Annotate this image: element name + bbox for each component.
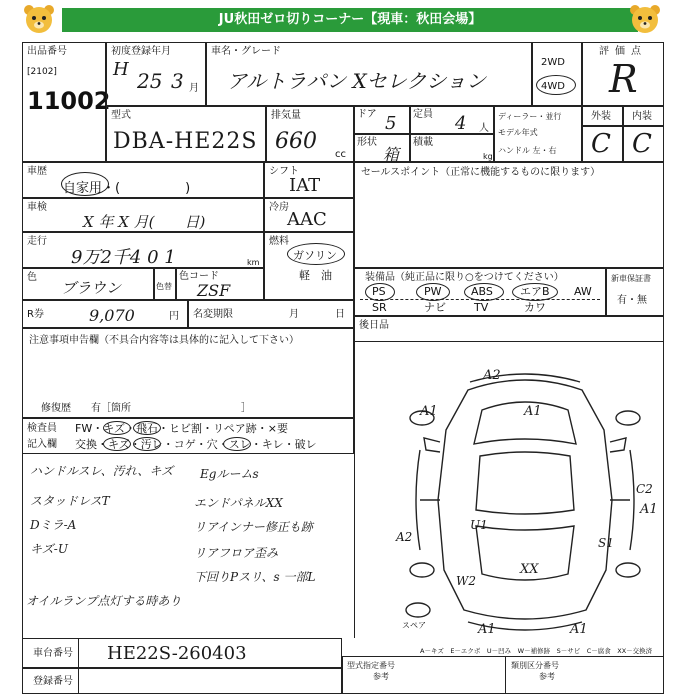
car-type-cell [22, 162, 264, 198]
type-designation-cell [342, 656, 664, 694]
mark-a1-hood: A1 [524, 404, 542, 419]
door-cell [354, 106, 410, 134]
inspector-label: 検査員 [27, 423, 57, 434]
name-change-label: 名変期限 [193, 309, 233, 320]
rating-label: 評価点 [599, 46, 647, 57]
inspection-value: X 年 X 月( 日) [83, 213, 206, 231]
note-right-5: 下回りPスリ、s 一部L [194, 570, 316, 584]
bear-mascot-icon [22, 2, 56, 36]
check-circle-sure [223, 437, 251, 451]
interior-value: C [632, 129, 652, 159]
shape-value: 箱 [383, 145, 400, 164]
recycle-cell [22, 300, 188, 328]
equip-divider [360, 299, 600, 300]
displacement-unit: cc [335, 149, 346, 160]
register-cell [22, 668, 342, 694]
load-label: 積載 [413, 137, 433, 148]
mark-s1: S1 [598, 536, 614, 550]
mark-a1-left: A1 [420, 404, 438, 419]
model-year-label: モデル年式 [498, 128, 538, 137]
damage-legend: A－キズ E－エクボ U－凹み W－補修跡 S－サビ C－腐食 XX－交換済 [420, 647, 653, 655]
sales-point-cell [354, 162, 664, 268]
color-code-value: ZSF [197, 281, 231, 300]
handle-label: ハンドル 左・右 [498, 146, 557, 155]
rating-value: R [609, 57, 638, 101]
check-circle-tobiishi [133, 421, 161, 435]
ref-label-2: 参考 [539, 672, 555, 681]
check-circle-kizu [103, 421, 131, 435]
note-right-3: リアインナー修正も跡 [194, 520, 313, 534]
type-designation-label: 型式指定番号 [347, 661, 395, 670]
note-line-3: Dミラ-A [30, 518, 77, 532]
displacement-label: 排気量 [271, 110, 301, 121]
later-label: 後日品 [359, 320, 389, 331]
shift-value: IAT [289, 175, 321, 196]
note-line-1: ハンドルスレ、汚れ、キズ [30, 464, 174, 478]
mileage-label: 走行 [27, 236, 47, 247]
lot-sub: [2102] [27, 67, 57, 77]
car-diagram [390, 360, 660, 640]
color-label: 色 [27, 272, 37, 283]
check-cell [22, 418, 354, 454]
first-reg-cell [106, 42, 206, 106]
equipment-label: 装備品（純正品に限り○をつけてください） [365, 272, 564, 283]
ref-label: 参考 [373, 672, 389, 681]
note-right-1: Egルームs [200, 467, 259, 481]
first-reg-era: H [113, 59, 129, 80]
name-value: アルトラパン Xセレクション [227, 69, 486, 93]
rating-cell [582, 42, 664, 106]
mileage-cell [22, 232, 264, 268]
notes-label: 注意事項申告欄（不具合内容等は具体的に記入して下さい） [29, 335, 299, 346]
mark-a2-top: A2 [483, 368, 501, 383]
type-divider [505, 657, 506, 693]
mark-xx: XX [520, 562, 539, 577]
model-value: DBA-HE22S [113, 129, 258, 154]
equip-pw: PW [424, 285, 442, 298]
color-value: ブラウン [61, 279, 122, 297]
load-cell [410, 134, 494, 162]
drive-cell [532, 42, 582, 106]
header-title: JU秋田ゼロ切りコーナー【現車：秋田会場】 [62, 8, 638, 32]
door-value: 5 [385, 113, 397, 134]
shape-label: 形状 [357, 137, 377, 148]
equip-ps: PS [372, 285, 386, 298]
note-right-2: エンドパネルXX [194, 496, 283, 510]
shape-cell [354, 134, 410, 162]
capacity-value: 4 [455, 113, 467, 134]
shift-cell [264, 162, 354, 198]
interior-label-cell [623, 106, 664, 126]
lot-number: 11002 [27, 87, 111, 115]
drive-2wd: 2WD [541, 57, 565, 68]
repair-label: 修復歴 有［箇所 ］ [41, 403, 251, 414]
inspection-cell [22, 198, 264, 232]
chassis-cell [22, 638, 342, 668]
notes-cell [22, 328, 354, 418]
name-label: 車名・グレード [211, 46, 281, 57]
dealer-cell [494, 106, 582, 162]
name-change-day: 日 [335, 309, 345, 320]
color-code-label: 色コード [179, 271, 219, 282]
ac-cell [264, 198, 354, 232]
name-change-cell [188, 300, 354, 328]
dealer-label: ディーラー・並行 [498, 112, 562, 121]
mark-c2: C2 [636, 482, 653, 496]
fuel-cell [264, 232, 354, 300]
check-circle-yogore [133, 437, 161, 451]
month-unit: 月 [189, 83, 199, 94]
door-label: ドア [357, 109, 377, 120]
later-items-cell [354, 316, 664, 342]
car-type-value: 自家用・( ) [63, 181, 191, 196]
capacity-cell [410, 106, 494, 134]
first-reg-month: 3 [171, 69, 184, 93]
chassis-label: 車台番号 [33, 648, 73, 659]
name-change-month: 月 [289, 309, 299, 320]
mark-a1-right: A1 [640, 502, 658, 517]
mark-u1: U1 [470, 518, 488, 532]
ac-label: 冷房 [269, 202, 289, 213]
color-cell [22, 268, 154, 300]
displacement-cell [266, 106, 354, 162]
spare-label: スペア [402, 621, 426, 630]
model-cell [106, 106, 266, 162]
mileage-value: 9万2千4 0 1 [71, 247, 176, 268]
mark-a2-left: A2 [396, 530, 413, 544]
displacement-value: 660 [275, 129, 317, 154]
note-line-4: キズ-U [30, 542, 68, 556]
first-reg-label: 初度登録年月 [111, 46, 171, 57]
color-code-cell [176, 268, 264, 300]
capacity-label: 定員 [413, 109, 433, 120]
header [0, 0, 700, 42]
equip-abs: ABS [471, 285, 493, 298]
drive-4wd: 4WD [541, 81, 565, 92]
equip-leather: カワ [524, 301, 546, 314]
car-type-circle [61, 172, 109, 196]
warranty-cell [606, 268, 664, 316]
fuel-value-2: 軽 油 [299, 269, 332, 282]
check-row-1: FW・キズ・飛石・ヒビ割・リペア跡・×要 [75, 422, 288, 435]
shift-label: シフト [269, 166, 299, 177]
note-line-5: オイルランプ点灯する時あり [26, 594, 182, 608]
equip-airbag: エアB [520, 285, 550, 298]
interior-value-cell [623, 126, 664, 162]
exterior-value-cell [582, 126, 623, 162]
first-reg-year: 25 [137, 69, 163, 93]
interior-color-cell [154, 268, 176, 300]
bear-mascot-icon [628, 2, 662, 36]
inspection-label: 車検 [27, 202, 47, 213]
chassis-value: HE22S-260403 [107, 643, 247, 664]
ac-value: AAC [287, 209, 327, 230]
mark-w2: W2 [456, 574, 476, 588]
car-type-label: 車歴 [27, 166, 47, 177]
mark-a1-rear-left: A1 [478, 622, 496, 637]
check-circle-kizu-2 [103, 437, 131, 451]
model-label: 型式 [111, 110, 131, 121]
exterior-label: 外装 [591, 111, 611, 122]
category-label: 類別区分番号 [511, 661, 559, 670]
notes-diagram-divider [354, 342, 355, 638]
equip-tv: TV [474, 301, 489, 314]
recycle-label: R券 [27, 309, 44, 320]
equip-navi: ナビ [424, 301, 446, 314]
interior-color-label: 色替 [156, 282, 172, 291]
mark-a1-rear-right: A1 [570, 622, 588, 637]
recorder-label: 記入欄 [27, 439, 57, 450]
check-row-2: 交換・キズ・汚レ・コゲ・穴・スレ・キレ・破レ [75, 438, 317, 451]
name-cell [206, 42, 532, 106]
lot-label: 出品番号 [27, 46, 67, 57]
recycle-value: 9,070 [89, 306, 135, 325]
capacity-unit: 人 [479, 123, 489, 134]
mileage-unit: km [247, 258, 260, 267]
equip-sr: SR [372, 301, 387, 314]
exterior-value: C [591, 129, 611, 159]
drive-circle [536, 75, 576, 95]
register-label: 登録番号 [33, 676, 73, 687]
note-right-4: リアフロア歪み [194, 546, 279, 560]
exterior-label-cell [582, 106, 623, 126]
sales-point-label: セールスポイント（正常に機能するものに限ります） [361, 167, 601, 178]
fuel-circle [287, 243, 345, 265]
load-unit: kg [483, 152, 493, 161]
fuel-value-1: ガソリン [293, 249, 337, 262]
interior-label: 内装 [632, 111, 652, 122]
note-line-2: スタッドレスT [30, 494, 110, 508]
lot-cell [22, 42, 111, 162]
fuel-label: 燃料 [269, 236, 289, 247]
recycle-unit: 円 [169, 311, 179, 322]
warranty-label: 新車保証書 [611, 274, 651, 283]
equip-aw: AW [574, 285, 592, 298]
warranty-value: 有・無 [617, 295, 647, 306]
